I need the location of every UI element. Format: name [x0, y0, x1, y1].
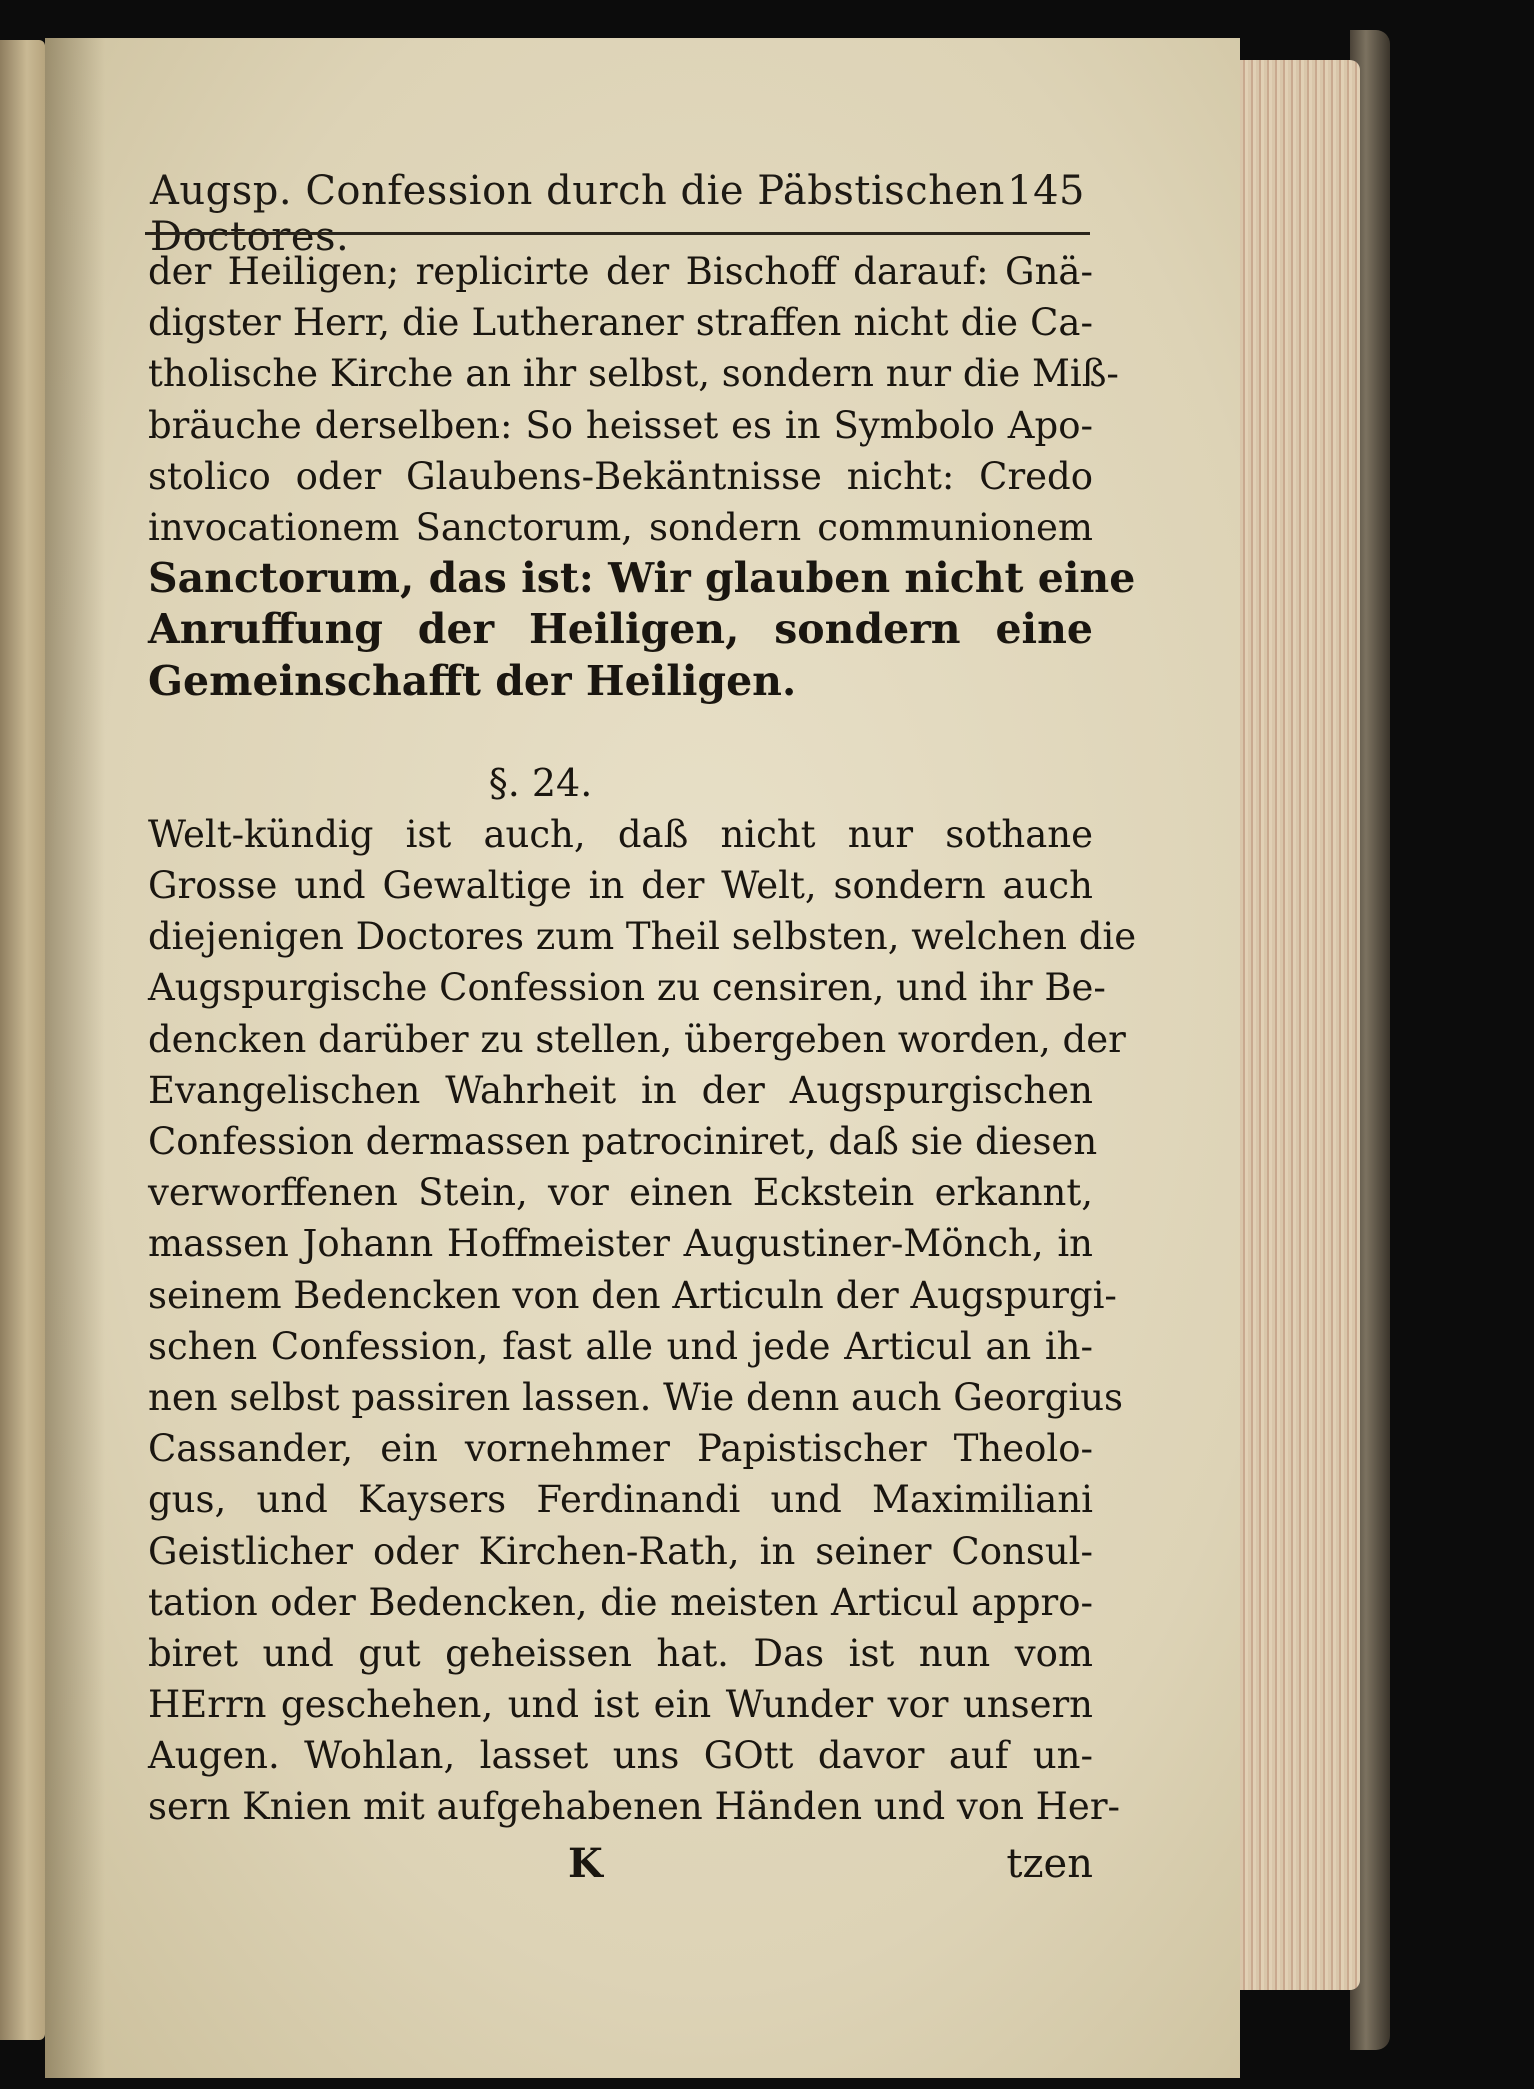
text-line: digster Herr, die Lutheraner straffen nicht die Ca-	[148, 301, 1093, 345]
page-text	[148, 246, 1137, 1833]
section-spacer	[148, 707, 1093, 758]
text-line: tation oder Bedencken, die meisten Articul appro-	[148, 1580, 1093, 1624]
text-line: Augspurgische Confession zu censiren, und ihr Be-	[148, 966, 1106, 1010]
text-line: bräuche derselben: So heisset es in Symbolo Apo-	[148, 403, 1093, 447]
text-line: Geistlicher oder Kirchen-Rath, in seiner Consul-	[148, 1529, 1093, 1573]
page-block-edges	[1240, 60, 1360, 1990]
left-page-edge	[0, 40, 45, 2040]
text-line-emphasis: Sanctorum, das ist: Wir glauben nicht eine	[148, 554, 1136, 603]
text-line: HErrn geschehen, und ist ein Wunder vor unsern	[148, 1683, 1093, 1727]
text-line: tholische Kirche an ihr selbst, sondern nur die Miß-	[148, 352, 1119, 396]
text-line: massen Johann Hoffmeister Augustiner-Mönch, in	[148, 1222, 1093, 1266]
text-line: Confession dermassen patrociniret, daß sie diesen	[148, 1120, 1098, 1163]
text-line: stolico oder Glaubens-Bekäntnisse nicht: Credo	[148, 454, 1093, 498]
header-rule	[145, 232, 1090, 235]
text-line: biret und gut geheissen hat. Das ist nun vom	[148, 1631, 1093, 1675]
text-line: Augen. Wohlan, lasset uns GOtt davor auf un-	[148, 1734, 1093, 1778]
signature-mark: K	[568, 1840, 603, 1887]
text-line: nen selbst passiren lassen. Wie denn auch Georgius	[148, 1375, 1124, 1419]
catchword: tzen	[1006, 1841, 1093, 1887]
text-line: invocationem Sanctorum, sondern communionem	[148, 505, 1093, 549]
text-line: Evangelischen Wahrheit in der Augspurgischen	[148, 1068, 1093, 1112]
text-line: diejenigen Doctores zum Theil selbsten, welchen die	[148, 915, 1137, 959]
section-heading: §. 24.	[488, 760, 593, 805]
text-line: gus, und Kaysers Ferdinandi und Maximiliani	[148, 1478, 1093, 1522]
text-line-emphasis: Anruffung der Heiligen, sondern eine	[148, 605, 1093, 654]
text-line: Welt-kündig ist auch, daß nicht nur sothane	[148, 812, 1093, 856]
text-line: der Heiligen; replicirte der Bischoff darauf: Gnä-	[148, 250, 1093, 293]
page-footer	[148, 1840, 1093, 1887]
page-number: 145	[1007, 168, 1085, 214]
text-line: dencken darüber zu stellen, übergeben worden, der	[148, 1017, 1126, 1061]
text-line-emphasis: Gemeinschafft der Heiligen.	[148, 656, 797, 705]
running-title: Augsp. Confession durch die Päbstischen Doctores.	[150, 168, 1005, 260]
text-line: seinem Bedencken von den Articuln der Augspurgi-	[148, 1273, 1117, 1317]
text-line: Grosse und Gewaltige in der Welt, sondern auch	[148, 864, 1093, 908]
text-line: verworffenen Stein, vor einen Eckstein erkannt,	[148, 1171, 1093, 1215]
text-line: schen Confession, fast alle und jede Articul an ih-	[148, 1324, 1093, 1368]
text-line: Cassander, ein vornehmer Papistischer Theolo-	[148, 1427, 1093, 1471]
page-gutter-shadow	[45, 38, 105, 2078]
text-line: sern Knien mit aufgehabenen Händen und von Her-	[148, 1785, 1121, 1829]
